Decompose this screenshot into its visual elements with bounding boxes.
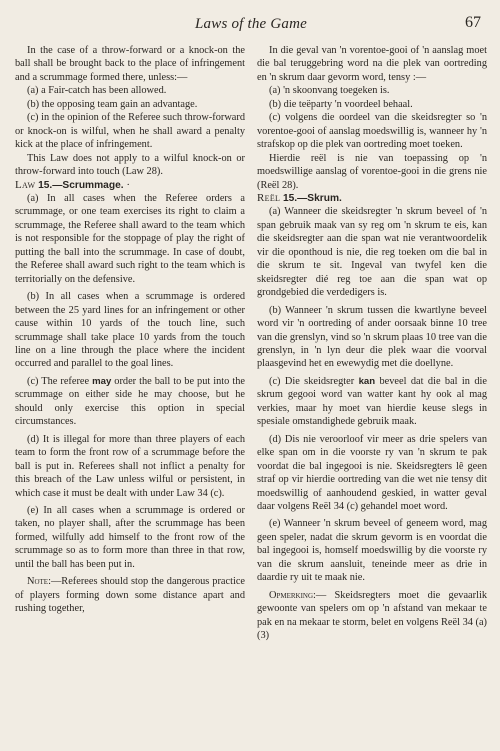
paragraph-c-end: beveel dat die bal in die skrum gegooi word van watter kant hy ook al mag verkies, maar hy moet van hierdie keuse slegs in spesiale omstandighede gebruik maak. bbox=[257, 375, 487, 428]
paragraph-e: (e) In all cases when a scrummage is ordered or taken, no player shall, after the scrummage has been formed, wilfully add himself to the front row of the scrummage so as to form more than three in that row, until the ball has been put in. bbox=[15, 504, 245, 570]
afrikaans-column bbox=[257, 44, 487, 642]
law-label: Law bbox=[15, 178, 36, 191]
paragraph-c bbox=[15, 375, 245, 429]
intro-item-c: (c) volgens die oordeel van die skeidsregter so 'n vorentoe-gooi of aanslag moedswillig is, wanneer hy 'n strafskop op die plek van oortreding moet toeken. bbox=[257, 112, 487, 151]
running-title: Laws of the Game bbox=[195, 16, 307, 32]
english-column bbox=[15, 44, 245, 642]
paragraph-d: (d) It is illegal for more than three players of each team to form the front row of a scrummage before the ball is put in. Referees shall not inflict a penalty for this breach of the Law unless wilful or persistent, in which case it must be dealt with under Law 34 (c). bbox=[15, 433, 245, 499]
note-label: Opmerking bbox=[269, 589, 314, 601]
paragraph-a: (a) In all cases when the Referee orders a scrummage, or one team exercises its right to claim a scrummage, the Referee shall award to the team which is not responsible for the stoppage of play the right of putting the ball into the scrummage. In case of doubt, the Referee shall award such right to the team which is territorially on the defensive. bbox=[15, 192, 245, 285]
intro-note: This Law does not apply to a wilful knock-on or throw-forward into touch (Law 28). bbox=[15, 152, 245, 178]
note-text: :— Skeidsregters moet die gevaarlik gewoonte van spelers om op 'n afstand van mekaar te pak en na mekaar te storm, belet en volgens Reël 34 (a) (3) bbox=[257, 589, 487, 642]
intro-item-b: (b) the opposing team gain an advantage. bbox=[27, 98, 198, 110]
paragraph-b: (b) Wanneer 'n skrum tussen die kwartlyne beveel word vir 'n oortreding of ander oorsaak binne 10 tree van die grenslyn, vind so 'n skrum plaas 10 tree van die grenslyn, in 'n lyn deur die plek waar die voorval plaasgevind het en ewewydig met die doellyne. bbox=[257, 304, 487, 370]
paragraph-c-start: (c) Die skeidsregter bbox=[269, 375, 355, 387]
note-paragraph bbox=[15, 575, 245, 615]
paragraph-a: (a) Wanneer die skeidsregter 'n skrum beveel of 'n span gebruik maak van sy reg om 'n skrum te eis, kan die skeidsregter aan die span wat nie verantwoordelik vir die oponthoud is nie, die reg toeken om die bal in die skrum te sit. Ingeval van twyfel ken die skeidsregter dié reg toe aan die span wat op grondgebied die verdedigers is. bbox=[257, 206, 487, 299]
paragraph-c bbox=[257, 375, 487, 429]
intro-paragraph: In the case of a throw-forward or a knock-on the ball shall be brought back to the place of infringement and a scrummage formed there, unless:— bbox=[15, 45, 245, 83]
two-column-body bbox=[15, 44, 487, 642]
intro-note: Hierdie reël is nie van toepassing op 'n moedswillige aanslag of vorentoe-gooi in die grens nie (Reël 28). bbox=[257, 152, 487, 191]
paragraph-b: (b) In all cases when a scrummage is ordered between the 25 yard lines for an infringement or other cause within 10 yards of the touch line, such scrummage shall take place 10 yards from the touch line on a line through the place where the incident occurred and parallel to the goal lines. bbox=[15, 291, 245, 370]
keyword-kan: kan bbox=[358, 375, 376, 387]
intro-paragraph: In die geval van 'n vorentoe-gooi of 'n aanslag moet die bal teruggebring word na die plek van oortreding en 'n skrum daar gevorm word, tensy :— bbox=[257, 45, 487, 83]
intro-item-b: (b) die teëparty 'n voordeel behaal. bbox=[269, 98, 413, 110]
paragraph-c-start: (c) The referee bbox=[27, 375, 90, 387]
law-heading bbox=[15, 179, 245, 192]
paragraph-d: (d) Dis nie veroorloof vir meer as drie spelers van elke span om in die voorste ry van 'n skrum te pak voordat die bal ingegooi is nie. Skeidsregters lê geen straf op vir hierdie oortreding van die wet nie tensy dit moedswillig of aanhoudend geskied, in watter geval daar volgens Reël 34 (c) gehandel moet word. bbox=[257, 433, 487, 512]
note-text: :—Referees should stop the dangerous practice of players forming down some distance apart and rushing together, bbox=[15, 576, 245, 615]
paragraph-e: (e) Wanneer 'n skrum beveel of geneem word, mag geen speler, nadat die skrum gevorm is en voordat die bal ingegooi is, homself moedswillig by die voorste ry van die skrum aansluit, teneinde meer as drie in daardie ry uit te maak nie. bbox=[257, 518, 487, 584]
page-number: 67 bbox=[465, 14, 481, 31]
paragraph-c-end: order the ball to be put into the scrummage on either side he may choose, but he should only exercise this option in special circumstances. bbox=[15, 375, 245, 428]
intro-item-c: (c) in the opinion of the Referee such throw-forward or knock-on is wilful, when he shall award a penalty kick at the place of infringement. bbox=[15, 112, 245, 151]
law-title: 15.—Skrum. bbox=[282, 192, 342, 204]
intro-item-a: (a) 'n skoonvang toegeken is. bbox=[269, 85, 390, 97]
page-header bbox=[15, 14, 487, 40]
intro-item-a: (a) a Fair-catch has been allowed. bbox=[27, 85, 167, 97]
law-heading-mark: · bbox=[126, 178, 130, 191]
law-title: 15.—Scrummage. bbox=[38, 179, 124, 191]
law-label: Reël bbox=[257, 191, 281, 204]
law-heading bbox=[257, 192, 487, 205]
note-paragraph bbox=[257, 589, 487, 643]
keyword-may: may bbox=[92, 375, 112, 387]
note-label: Note bbox=[27, 576, 49, 588]
